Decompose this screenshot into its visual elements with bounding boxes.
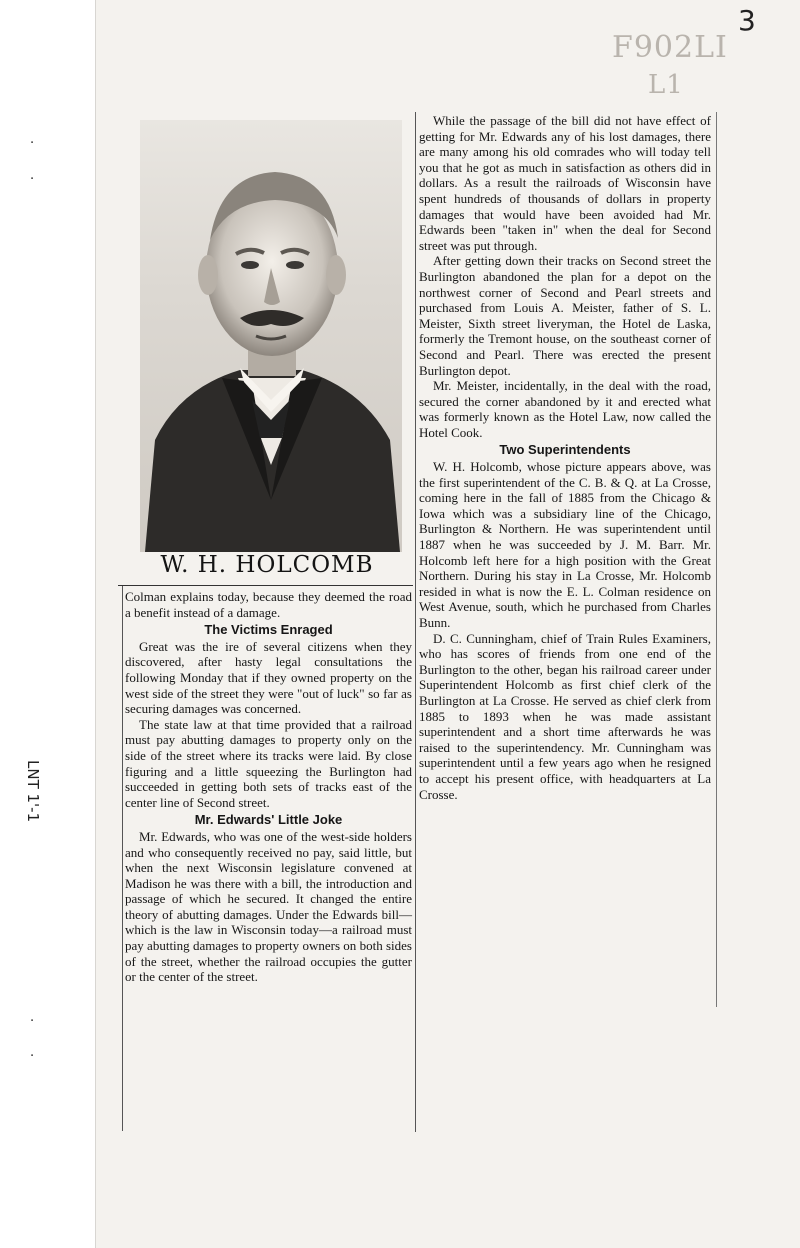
article-paragraph: The state law at that time provided that a railroad must pay abutting damages to property only on the side of the street where its tracks were laid. By close figuring and a little squeezing the Burlington had succeeded in getting both sets of tracks east of the center line of Second street. [125, 716, 412, 810]
left-column [125, 589, 412, 985]
section-heading-two-superintendents: Two Superintendents [499, 442, 631, 458]
article-paragraph: W. H. Holcomb, whose picture appears above, was the first superintendent of the C. B. & Q. at La Crosse, coming here in the fall of 1885 from the Chicago & Iowa which was a subsidiary line of the Chicago, Burlington & Northern. He was superintendent until 1887 when he was succeeded by J. M. Barr. Mr. Holcomb left here for a high position with the Great Northern. During his stay in La Crosse, Mr. Holcomb resided in what is now the E. L. Colman residence on West Avenue, south, which he purchased from Charles Bunn. [419, 459, 711, 630]
article-paragraph: Colman explains today, because they deemed the road a benefit instead of a damage. [125, 589, 412, 620]
margin-dot: . [30, 1010, 35, 1025]
section-heading-edwards-joke: Mr. Edwards' Little Joke [194, 812, 343, 828]
page-number: 3 [738, 4, 756, 37]
margin-dot: . [30, 132, 35, 147]
portrait-caption: W. H. HOLCOMB [160, 552, 374, 578]
article-paragraph: Great was the ire of several citizens when they discovered, after hasty legal consultations the following Monday that if they owned property on the west side of the street they were "out of luck" so far as securing damages was concerned. [125, 638, 412, 717]
article-paragraph: While the passage of the bill did not have effect of getting for Mr. Edwards any of his lost damages, there are many among his old comrades who will today tell you that he got as much in satisfaction as others did in dollars. As a result the railroads of Wisconsin have spent hundreds of thousands of dollars in property damages that would have been avoided had Mr. Edwards been "taken in" when the deal for Second street was put through. [419, 113, 711, 253]
column-rule-right [716, 112, 717, 1007]
portrait-photo [140, 120, 402, 552]
right-column [419, 113, 711, 802]
handwritten-catalog-note-2: L1 [648, 70, 684, 100]
margin-dot: . [30, 168, 35, 183]
article-paragraph: Mr. Edwards, who was one of the west-side holders and who consequently received no pay, said little, but when the next Wisconsin legislature convened at Madison he was there with a bill, the introduction and passage of which he secured. It changed the entire theory of abutting damages. Under the Edwards bill—which is the law in Wisconsin today—a railroad must pay abutting damages to property owners on both sides of the street, whether the railroad occupies the gutter or the center of the street. [125, 828, 412, 985]
article-paragraph: After getting down their tracks on Second street the Burlington abandoned the plan for a depot on the northwest corner of Second and Pearl streets and purchased from Louis A. Meister, father of S. L. Meister, Sixth street liveryman, the Hotel de Laska, formerly the Tremont house, on the southeast corner of Second and Pearl. There was erected the present Burlington depot. [419, 253, 711, 378]
article-paragraph: D. C. Cunningham, chief of Train Rules Examiners, who has scores of friends from one end of the Burlington to the other, began his railroad career under Superintendent Holcomb as first chief clerk of the Burlington at La Crosse. He served as chief clerk from 1885 to 1893 when he was made assistant superintendent and a short time afterwards he was raised to the superintendency. Mr. Cunningham was superintendent until a few years ago when he resigned to accept his present office, with headquarters at La Crosse. [419, 630, 711, 802]
column-rule-middle [415, 112, 416, 1132]
article-paragraph: Mr. Meister, incidentally, in the deal with the road, secured the corner abandoned by it and erected what was formerly known as the Hotel Law, now called the Hotel Cook. [419, 378, 711, 440]
column-rule-top [118, 585, 413, 586]
section-heading-victims-enraged: The Victims Enraged [204, 622, 333, 638]
column-rule-left [122, 586, 123, 1131]
margin-dot: . [30, 1045, 35, 1060]
handwritten-catalog-note: F902LI [612, 30, 728, 65]
margin-stamp: LNT 1'-1 [24, 760, 42, 823]
portrait-illustration [140, 120, 402, 552]
